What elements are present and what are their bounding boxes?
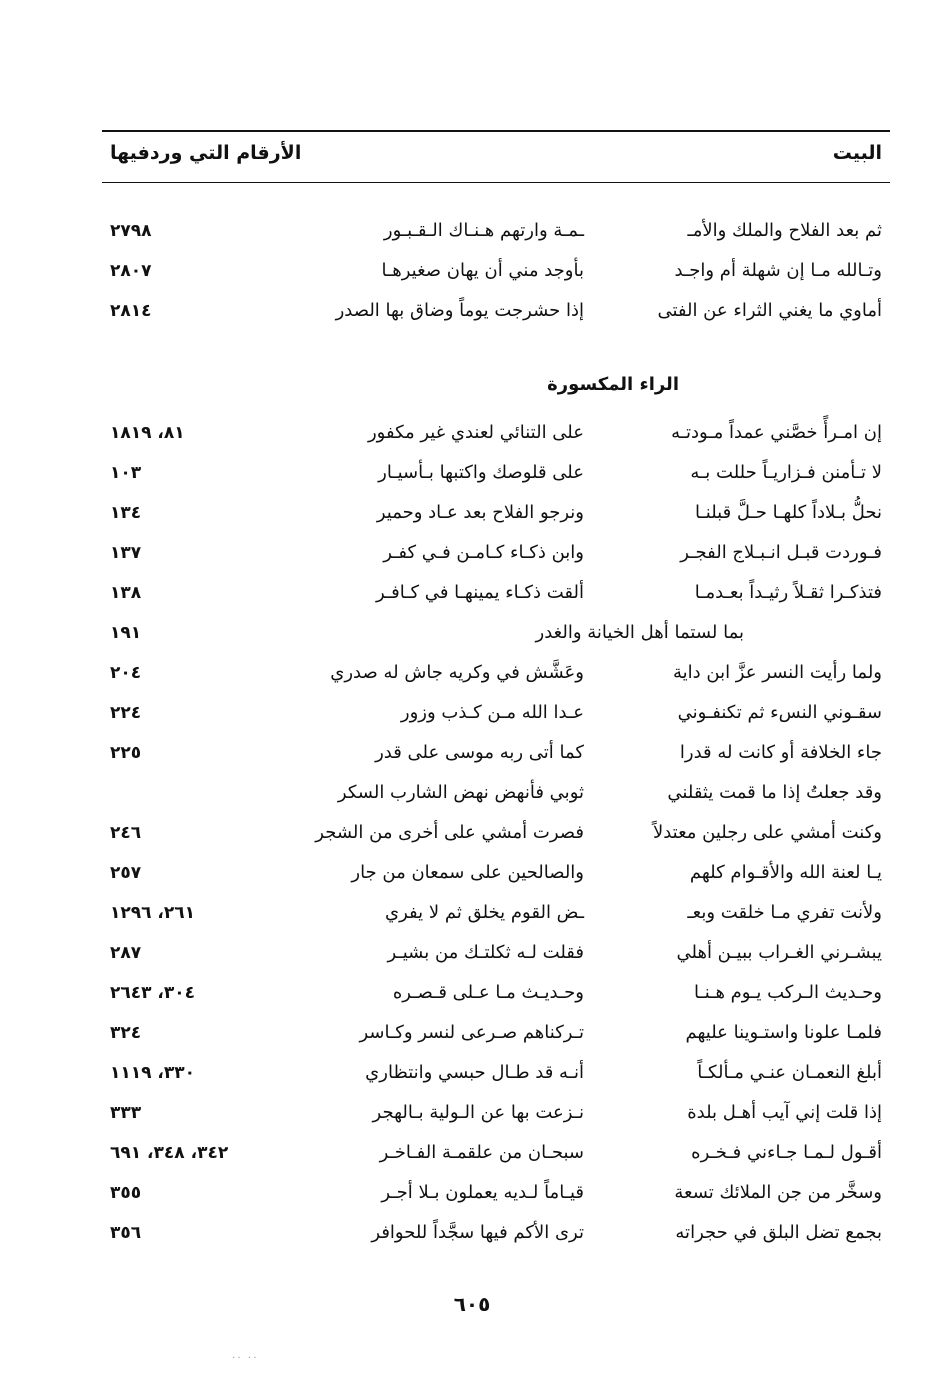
footer-marks: ․․ ․․ [232, 1350, 259, 1361]
verse-row [0, 653, 944, 693]
column-header-occurrences: الأرقام التي وردفيها [110, 142, 302, 164]
verse-row [0, 893, 944, 933]
verse-second-hemistich: كما أتى ربه موسى على قدر [375, 742, 584, 763]
verse-occurrence-numbers: ٢٨٠٧ [110, 261, 152, 281]
verse-first-hemistich: وسخَّر من جن الملائك تسعة [674, 1182, 882, 1203]
verse-row [0, 813, 944, 853]
verse-second-hemistich: عـدا الله مـن كـذب وزور [400, 702, 584, 723]
verse-second-hemistich: أنـه قد طـال حبسي وانتظاري [365, 1062, 584, 1083]
verse-first-hemistich: إذا قلت إني آيب أهـل بلدة [687, 1102, 882, 1123]
verse-second-hemistich: على التنائي لعندي غير مكفور [367, 422, 584, 443]
verse-occurrence-numbers: ٣٥٦ [110, 1223, 142, 1243]
verse-first-hemistich: ولأنت تفري مـا خلقت وبعـ [687, 902, 882, 923]
verse-row [0, 853, 944, 893]
verse-occurrence-numbers: ٨١، ١٨١٩ [110, 423, 185, 443]
verse-first-hemistich: بجمع تضل البلق في حجراته [675, 1222, 882, 1243]
verse-row [0, 773, 944, 813]
verse-second-hemistich: ثوبي فأنهض نهض الشارب السكر [337, 782, 584, 803]
verse-occurrence-numbers: ٢٧٩٨ [110, 221, 152, 241]
verse-row [0, 1173, 944, 1213]
verse-second-hemistich: على قلوصك واكتبها بـأسيـار [378, 462, 584, 483]
verse-second-hemistich: ونرجو الفلاح بعد عـاد وحمير [376, 502, 584, 523]
header-top-rule [102, 130, 890, 132]
verse-second-hemistich: وحـديـث مـا عـلى قـصـره [392, 982, 584, 1003]
verse-second-hemistich: والصالحين على سمعان من جار [351, 862, 584, 883]
verse-second-hemistich: ترى الأكم فيها سجَّداً للحوافر [371, 1222, 584, 1243]
verse-row [0, 413, 944, 453]
verse-second-hemistich: ـمـة وارتهم هـنـاك الـقـبـور [383, 220, 584, 241]
verse-row [0, 933, 944, 973]
verse-first-hemistich: وقد جعلتُ إذا ما قمت يثقلني [667, 782, 882, 803]
verse-first-hemistich: وتـالله مـا إن شهلة أم واجـد [674, 260, 882, 281]
verse-occurrence-numbers: ٣٠٤، ٢٦٤٣ [110, 983, 196, 1003]
verse-row [0, 693, 944, 733]
page-number: ٦٠٥ [453, 1292, 491, 1316]
verse-occurrence-numbers [110, 773, 290, 813]
verse-first-hemistich: يـا لعنة الله والأقـوام كلهم [689, 862, 882, 883]
verse-occurrence-numbers: ١٣٨ [110, 583, 142, 603]
verse-occurrence-numbers: ٣٥٥ [110, 1183, 142, 1203]
verse-occurrence-numbers: ٣٤٢، ٣٤٨، ٦٩١ [110, 1143, 229, 1163]
verse-second-hemistich: فقلت لـه ثكلتـك من بشيـر [387, 942, 584, 963]
verse-occurrence-numbers: ١٠٣ [110, 463, 142, 483]
verse-second-hemistich: ألقت ذكـاء يمينهـا في كـافـر [375, 582, 584, 603]
verse-first-hemistich: نحلُّ بـلاداً كلهـا حـلَّ قبلنـا [695, 502, 882, 523]
verse-row [0, 453, 944, 493]
verse-first-hemistich: إن امـرأً خصَّني عمداً مـودتـه [671, 422, 882, 443]
verse-first-hemistich: أقـول لـمـا جـاءني فـخـره [691, 1142, 882, 1163]
verse-occurrence-numbers: ١٩١ [110, 623, 142, 643]
verse-occurrence-numbers: ٢٨٧ [110, 943, 142, 963]
verse-occurrence-numbers: ٣٣٣ [110, 1103, 142, 1123]
verse-second-hemistich: ـض القوم يخلق ثم لا يفري [385, 902, 584, 923]
header-bottom-rule [102, 182, 890, 183]
verse-row [0, 1133, 944, 1173]
verse-row [0, 533, 944, 573]
verse-second-hemistich: بأوجد مني أن يهان صغيرهـا [381, 260, 584, 281]
verse-second-hemistich: وابن ذكـاء كـامـن فـي كفـر [383, 542, 584, 563]
verse-occurrence-numbers: ٣٢٤ [110, 1023, 142, 1043]
verse-first-hemistich: فتذكـرا ثقـلاً رثيـداً بعـدمـا [694, 582, 882, 603]
verse-first-hemistich: أبلغ النعمـان عنـي مـألكـاً [697, 1062, 882, 1083]
verse-occurrence-numbers: ٢٤٦ [110, 823, 142, 843]
verse-row [0, 1013, 944, 1053]
verse-occurrence-numbers: ٢٦١، ١٢٩٦ [110, 903, 196, 923]
verse-row [0, 1053, 944, 1093]
verse-occurrence-numbers: ٢٨١٤ [110, 301, 152, 321]
verse-second-hemistich: قيـاماً لـديه يعملون بـلا أجـر [381, 1182, 584, 1203]
verse-single-hemistich: بما لستما أهل الخيانة والغدر [535, 622, 744, 643]
verse-occurrence-numbers: ٢٠٤ [110, 663, 142, 683]
verse-row [0, 251, 944, 291]
verse-row [0, 733, 944, 773]
verse-row [0, 493, 944, 533]
verse-first-hemistich: يبشـرني الغـراب ببيـن أهلي [676, 942, 882, 963]
section-title: الراء المكسورة [547, 374, 679, 395]
verse-first-hemistich: فلمـا علونا واستـوينا عليهم [685, 1022, 882, 1043]
verse-row [0, 1213, 944, 1253]
verse-occurrence-numbers: ٢٢٤ [110, 703, 142, 723]
verse-first-hemistich: سقـوني النسء ثم تكنفـوني [677, 702, 882, 723]
verse-row [0, 1093, 944, 1133]
verse-row [0, 291, 944, 331]
verse-occurrence-numbers: ٣٣٠، ١١١٩ [110, 1063, 196, 1083]
verse-first-hemistich: ثم بعد الفلاح والملك والأمـ [687, 220, 882, 241]
verse-first-hemistich: أماوي ما يغني الثراء عن الفتى [657, 300, 882, 321]
verse-first-hemistich: فـوردت قبـل انـبـلاج الفجـر [680, 542, 882, 563]
verse-row [0, 973, 944, 1013]
verse-first-hemistich: لا تـأمنن فـزاريـاً حللت بـه [690, 462, 882, 483]
verse-second-hemistich: نـزعت بها عن الـولية بـالهجر [372, 1102, 584, 1123]
verse-occurrence-numbers: ٢٥٧ [110, 863, 142, 883]
verse-first-hemistich: ولما رأيت النسر عزَّ ابن داية [672, 662, 882, 683]
verse-row-single [0, 613, 944, 653]
verse-row [0, 211, 944, 251]
verse-first-hemistich: وكنت أمشي على رجلين معتدلاً [652, 822, 882, 843]
column-header-verse: البيت [832, 142, 882, 164]
verse-second-hemistich: إذا حشرجت يوماً وضاق بها الصدر [335, 300, 584, 321]
verse-occurrence-numbers: ٢٢٥ [110, 743, 142, 763]
verse-second-hemistich: سبحـان من علقمـة الفـاخـر [379, 1142, 584, 1163]
verse-first-hemistich: جاء الخلافة أو كانت له قدرا [679, 742, 882, 763]
verse-second-hemistich: تـركناهم صـرعى لنسر وكـاسر [359, 1022, 584, 1043]
verse-second-hemistich: وعَشَّش في وكريه جاش له صدري [330, 662, 584, 683]
verse-occurrence-numbers: ١٣٤ [110, 503, 142, 523]
verse-first-hemistich: وحـديث الـركب يـوم هـنـا [693, 982, 882, 1003]
verse-second-hemistich: فصرت أمشي على أخرى من الشجر [315, 822, 584, 843]
verse-row [0, 573, 944, 613]
verse-occurrence-numbers: ١٣٧ [110, 543, 142, 563]
